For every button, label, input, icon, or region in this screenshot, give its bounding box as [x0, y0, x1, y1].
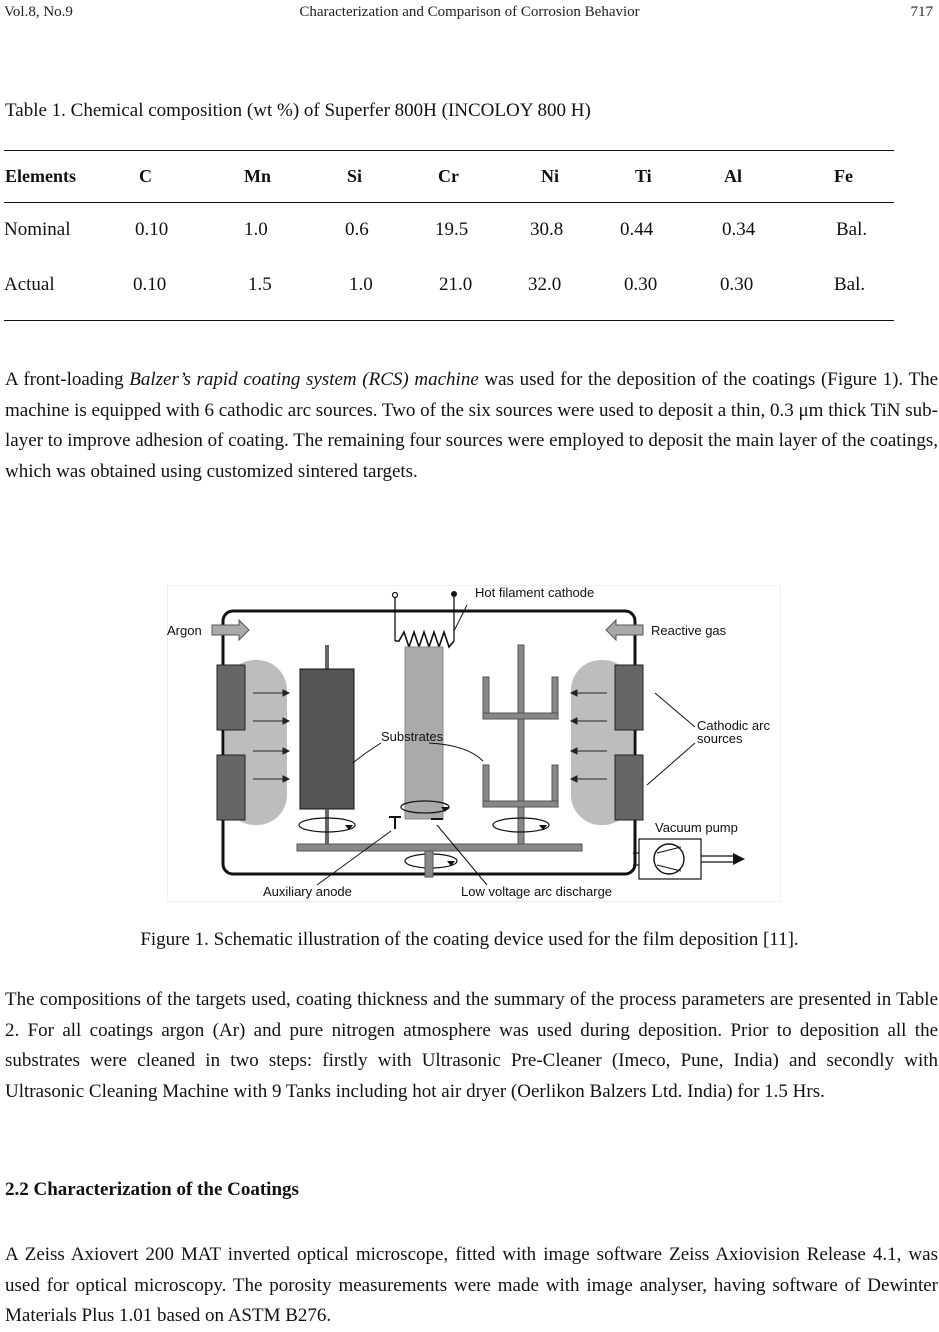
table-header-cell: Mn [244, 166, 271, 186]
table-cell: Nominal [4, 219, 71, 240]
table-header-cell: Fe [834, 166, 853, 186]
table-cell: 0.30 [624, 274, 658, 295]
table-header-cell: Cr [438, 166, 459, 186]
coating-device-schematic [167, 585, 781, 902]
table-top-rule [4, 150, 894, 151]
journal-volume: Vol.8, No.9 [4, 4, 73, 20]
table-header-cell: Si [347, 166, 363, 186]
label-hot-filament: Hot filament cathode [475, 585, 595, 600]
table-cell: 1.0 [244, 219, 268, 240]
table-cell: 21.0 [439, 274, 473, 295]
table-cell: 0.30 [720, 274, 754, 295]
arc-source-left-lower [217, 755, 245, 820]
table-header-cell: Elements [5, 166, 76, 186]
table-cell: 0.44 [620, 219, 654, 240]
table-cell: 0.10 [133, 274, 167, 295]
figure-caption: Figure 1. Schematic illustration of the coating device used for the film deposition [11]. [140, 929, 799, 950]
table-cell: 1.5 [248, 274, 272, 295]
table-bottom-rule [4, 320, 894, 321]
arc-source-right-upper [615, 665, 643, 730]
label-low-voltage-arc: Low voltage arc discharge [461, 884, 613, 899]
table-cell: Bal. [834, 274, 866, 295]
table-cell: 1.0 [349, 274, 373, 295]
table-header-cell: Ni [541, 166, 559, 186]
label-argon: Argon [167, 623, 202, 638]
table-cell: Bal. [836, 219, 868, 240]
table-cell: 19.5 [435, 219, 469, 240]
table-cell: 30.8 [530, 219, 564, 240]
body-paragraph: The compositions of the targets used, coating thickness and the summary of the process parameters are presented in Table 2. For all coatings argon (Ar) and pure nitrogen atmosphere was used during deposition. Prior to deposition all the substrates were cleaned in two steps: firstly with Ultrasonic Pre-Cleaner (Imeco, Pune, India) and secondly with Ultrasonic Cleaning Machine with 9 Tanks including hot air dryer (Oerlikon Balzers Ltd. India) for 1.5 Hrs. [5, 989, 938, 1102]
section-heading: 2.2 Characterization of the Coatings [5, 1179, 299, 1200]
table-cell: Actual [4, 274, 55, 295]
label-cathodic-arc-sources: sources [697, 731, 743, 746]
table-header-cell: Ti [635, 166, 652, 186]
label-vacuum-pump: Vacuum pump [655, 820, 738, 835]
label-cathodic-arc: Cathodic arc [697, 718, 770, 733]
table-cell: 0.6 [345, 219, 369, 240]
table-header-rule [4, 202, 894, 203]
label-substrates: Substrates [381, 729, 444, 744]
body-paragraph: A front-loading Balzer’s rapid coating system (RCS) machine was used for the deposition of the coatings (Figure 1). The machine is equipped with 6 cathodic arc sources. Two of the six sources were used to deposit a thin, 0.3 μm thick TiN sub-layer to improve adhesion of coating. The remaining four sources were employed to deposit the main layer of the coatings, which was obtained using customized sintered targets. [5, 369, 939, 482]
table-caption: Table 1. Chemical composition (wt %) of Superfer 800H (INCOLOY 800 H) [5, 100, 591, 121]
label-auxiliary-anode: Auxiliary anode [263, 884, 352, 899]
table-header-cell: C [139, 166, 152, 186]
table-header-cell: Al [724, 166, 742, 186]
page-number: 717 [910, 4, 933, 20]
table-cell: 0.34 [722, 219, 756, 240]
table-cell: 32.0 [528, 274, 562, 295]
vacuum-pump [639, 839, 701, 879]
label-reactive-gas: Reactive gas [651, 623, 727, 638]
substrate-block [300, 669, 354, 809]
drive-shaft [425, 851, 433, 877]
arc-source-right-lower [615, 755, 643, 820]
running-title: Characterization and Comparison of Corrosion Behavior [299, 4, 640, 20]
arc-source-left-upper [217, 665, 245, 730]
table-cell: 0.10 [135, 219, 169, 240]
body-paragraph: A Zeiss Axiovert 200 MAT inverted optical microscope, fitted with image software Zeiss Axiovision Release 4.1, was used for optical microscopy. The porosity measurements were made with image analyser, having software of Dewinter Materials Plus 1.01 based on ASTM B276. [5, 1244, 938, 1326]
base-plate [297, 844, 582, 851]
